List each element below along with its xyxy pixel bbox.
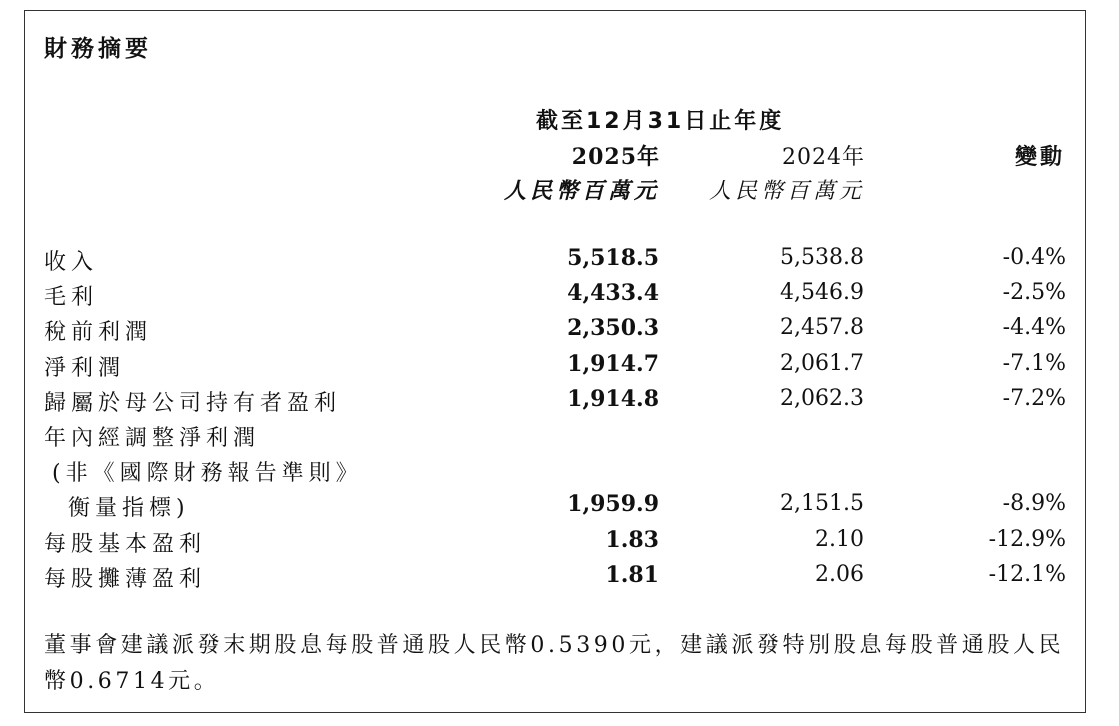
row-label: 收入	[44, 250, 99, 275]
value-2025: 1,914.8	[567, 385, 659, 412]
value-2025: 5,518.5	[567, 245, 659, 271]
row-label: 年內經調整淨利潤	[44, 425, 261, 451]
value-2024: 2,457.8	[780, 315, 864, 341]
unit-previous-header: 人民幣百萬元	[708, 179, 865, 204]
value-change: -8.9%	[1002, 491, 1066, 517]
value-change: -12.9%	[988, 526, 1066, 552]
table-row	[44, 562, 1066, 597]
value-2025: 1,959.9	[567, 491, 659, 518]
value-2025: 2,350.3	[567, 315, 659, 342]
table-row	[44, 315, 1066, 350]
value-change: -7.1%	[1002, 350, 1066, 376]
table-row	[44, 421, 1066, 456]
row-label: (非《國際財務報告準則》	[52, 461, 363, 487]
table-row	[44, 245, 1066, 280]
year-current-header: 2025年	[571, 144, 660, 170]
value-change: -7.2%	[1002, 385, 1066, 411]
table-row	[44, 527, 1066, 562]
row-label: 歸屬於母公司持有者盈利	[44, 390, 342, 416]
page-title: 財務摘要	[44, 36, 152, 62]
table-row	[44, 386, 1066, 421]
value-2025: 1,914.7	[567, 350, 659, 377]
financial-table	[44, 245, 1066, 597]
value-2024: 2,151.5	[780, 491, 864, 517]
value-2024: 2.10	[815, 526, 864, 552]
row-label: 毛利	[44, 285, 99, 311]
year-previous-header: 2024年	[782, 145, 865, 170]
period-header: 截至12月31日止年度	[536, 109, 785, 134]
row-label: 每股攤薄盈利	[44, 566, 207, 592]
table-row	[44, 456, 1066, 491]
value-change: -2.5%	[1002, 280, 1066, 306]
row-label: 稅前利潤	[44, 320, 153, 346]
value-2024: 2.06	[815, 561, 864, 587]
value-change: -4.4%	[1002, 315, 1066, 341]
value-2025: 4,433.4	[567, 280, 659, 307]
value-2024: 4,546.9	[780, 280, 864, 306]
unit-current-header: 人民幣百萬元	[503, 178, 660, 204]
value-2024: 5,538.8	[780, 245, 864, 270]
dividend-footnote: 董事會建議派發末期股息每股普通股人民幣0.5390元，建議派發特別股息每股普通股人民幣0.6714元。	[44, 633, 1065, 694]
table-row	[44, 491, 1066, 526]
value-change: -12.1%	[988, 561, 1066, 587]
row-label: 衡量指標)	[68, 496, 190, 522]
value-2025: 1.81	[605, 561, 659, 588]
value-2025: 1.83	[605, 526, 659, 553]
value-change: -0.4%	[1002, 245, 1066, 270]
table-row	[44, 280, 1066, 315]
row-label: 每股基本盈利	[44, 531, 207, 557]
value-2024: 2,062.3	[780, 385, 864, 411]
row-label: 淨利潤	[44, 355, 126, 381]
value-2024: 2,061.7	[780, 350, 864, 376]
table-row	[44, 351, 1066, 386]
change-header: 變動	[1014, 145, 1065, 170]
